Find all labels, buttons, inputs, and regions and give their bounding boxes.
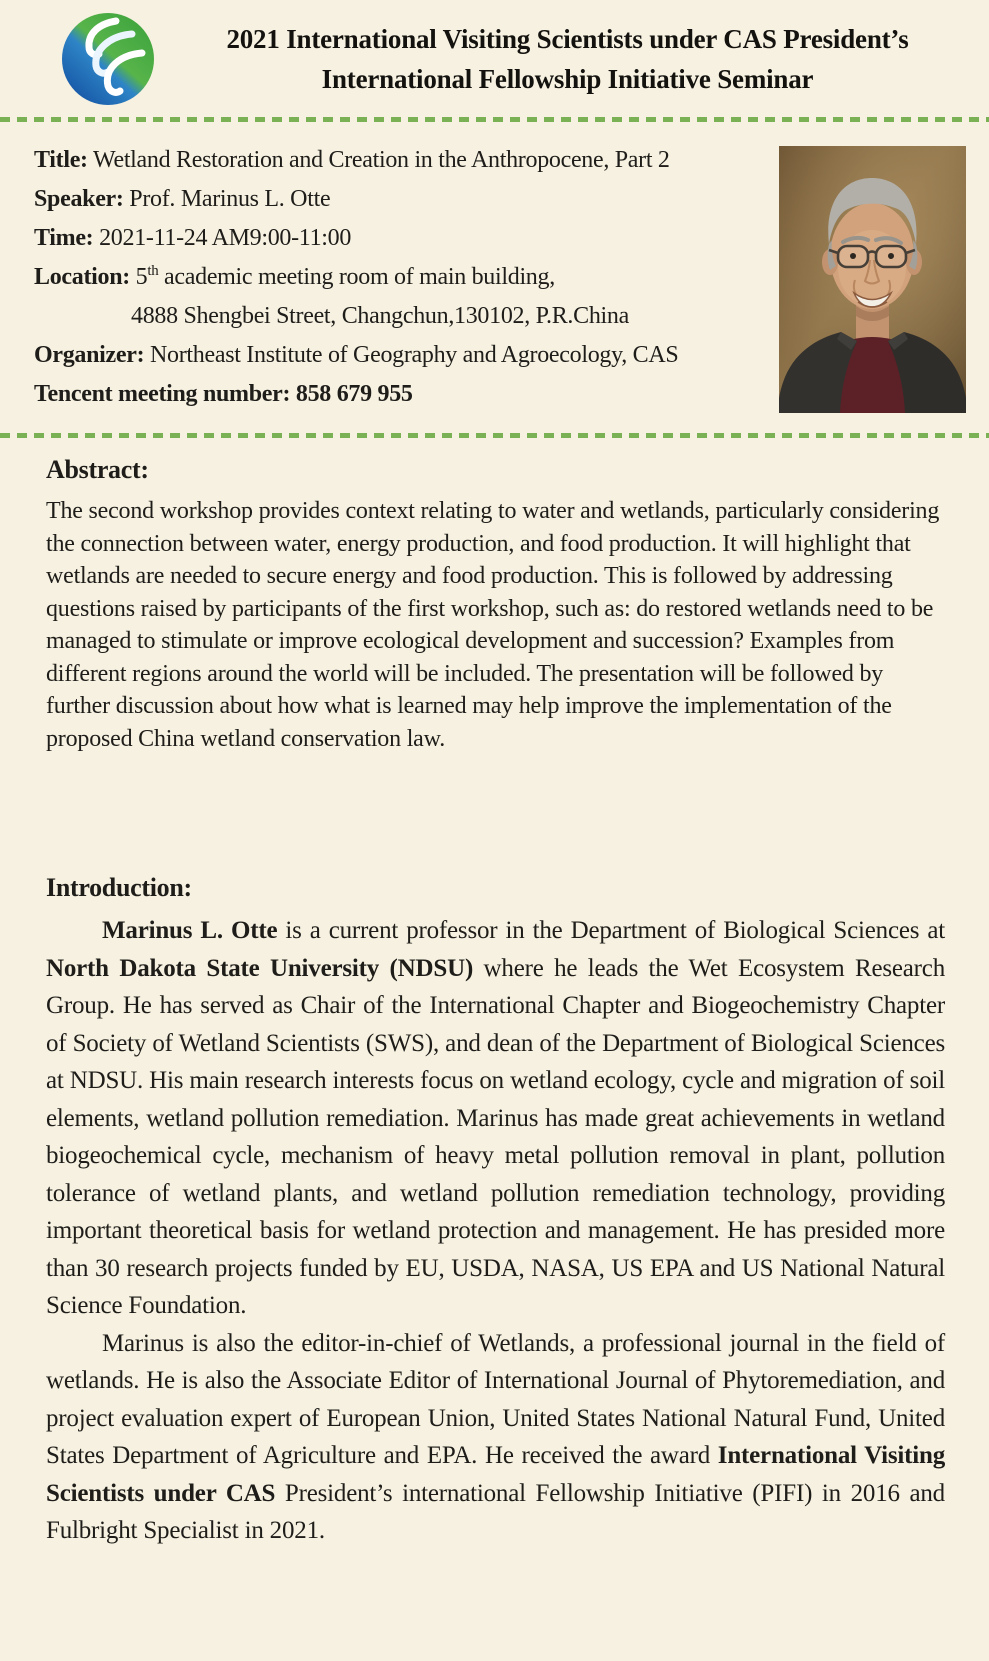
location-label: Location: bbox=[34, 264, 130, 290]
tencent-label: Tencent meeting number: bbox=[34, 381, 291, 407]
abstract-heading: Abstract: bbox=[46, 455, 149, 484]
intro-p2-text2: President’s international Fellowship Initiative (PIFI) in 2016 and Fulbright Specialist in 2021. bbox=[46, 1479, 945, 1544]
intro-p2-text1: Marinus is also the editor-in-chief of Wetlands, a professional journal in the field of wetlands. He is also the Associate Editor of International Journal of Phytoremediation, and project evaluation expert of European Union, United States National Natural Fund, United States Department of Agriculture and EPA. He received the award bbox=[46, 1329, 945, 1469]
university-name-bold: North Dakota State University (NDSU) bbox=[46, 954, 474, 982]
page-title bbox=[172, 19, 963, 99]
introduction-heading: Introduction: bbox=[46, 873, 192, 902]
introduction-section bbox=[46, 873, 945, 1550]
speaker-label: Speaker: bbox=[34, 186, 124, 212]
time-label: Time: bbox=[34, 225, 94, 251]
introduction-paragraph-1 bbox=[46, 912, 945, 1325]
title-value: Wetland Restoration and Creation in the Anthropocene, Part 2 bbox=[93, 147, 670, 173]
dashed-divider-top bbox=[0, 117, 989, 122]
location-room-rest: academic meeting room of main building, bbox=[158, 264, 555, 290]
speaker-portrait-photo bbox=[779, 146, 966, 413]
location-room-number: 5 bbox=[135, 264, 148, 290]
title-line2: International Fellowship Initiative Seminar bbox=[321, 64, 814, 94]
intro-p1-text1: is a current professor in the Department of Biological Sciences at bbox=[277, 917, 945, 944]
title-line1: 2021 International Visiting Scientists under CAS President’s bbox=[226, 24, 909, 54]
introduction-paragraph-2 bbox=[46, 1325, 945, 1550]
award-name-bold: International Visiting Scientists under CAS bbox=[46, 1442, 945, 1507]
title-label: Title: bbox=[34, 147, 88, 173]
abstract-body: The second workshop provides context relating to water and wetlands, particularly considering the connection between water, energy production, and food production. It will highlight that wetlands are needed to secure energy and food production. This is followed by addressing questions raised by participants of the first workshop, such as: do restored wetlands need to be managed to stimulate or improve ecological development and succession? Examples from different regions around the world will be included. The presentation will be followed by further discussion about how what is learned may help improve the implementation of the proposed China wetland conservation law. bbox=[46, 498, 940, 752]
organizer-label: Organizer: bbox=[34, 342, 145, 368]
speaker-value: Prof. Marinus L. Otte bbox=[129, 186, 331, 212]
speaker-name-bold: Marinus L. Otte bbox=[102, 917, 278, 944]
globe-swirl-logo-icon bbox=[58, 9, 158, 109]
time-value: 2021-11-24 AM9:00-11:00 bbox=[99, 225, 352, 251]
intro-p1-text2: where he leads the Wet Ecosystem Research Group. He has served as Chair of the International Chapter and Biogeochemistry Chapter of Society of Wetland Scientists (SWS), and dean of the Department of Biological Sciences at NDSU. His main research interests focus on wetland ecology, cycle and migration of soil elements, wetland pollution remediation. Marinus has made great achievements in wetland biogeochemical cycle, mechanism of heavy metal pollution removal in plant, pollution tolerance of wetland plants, and wetland pollution remediation technology, providing important theoretical basis for wetland protection and management. He has presided more than 30 research projects funded by EU, USDA, NASA, US EPA and US National Natural Science Foundation. bbox=[46, 954, 945, 1319]
location-ordinal-suffix: th bbox=[147, 263, 159, 279]
location-value bbox=[136, 264, 555, 290]
seminar-details bbox=[0, 125, 989, 430]
abstract-section bbox=[46, 455, 945, 755]
organizer-value: Northeast Institute of Geography and Agroecology, CAS bbox=[150, 342, 679, 368]
header bbox=[0, 0, 989, 114]
location-address: 4888 Shengbei Street, Changchun,130102, P.R.China bbox=[131, 303, 629, 329]
tencent-number: 858 679 955 bbox=[295, 381, 413, 407]
dashed-divider-bottom bbox=[0, 433, 989, 438]
